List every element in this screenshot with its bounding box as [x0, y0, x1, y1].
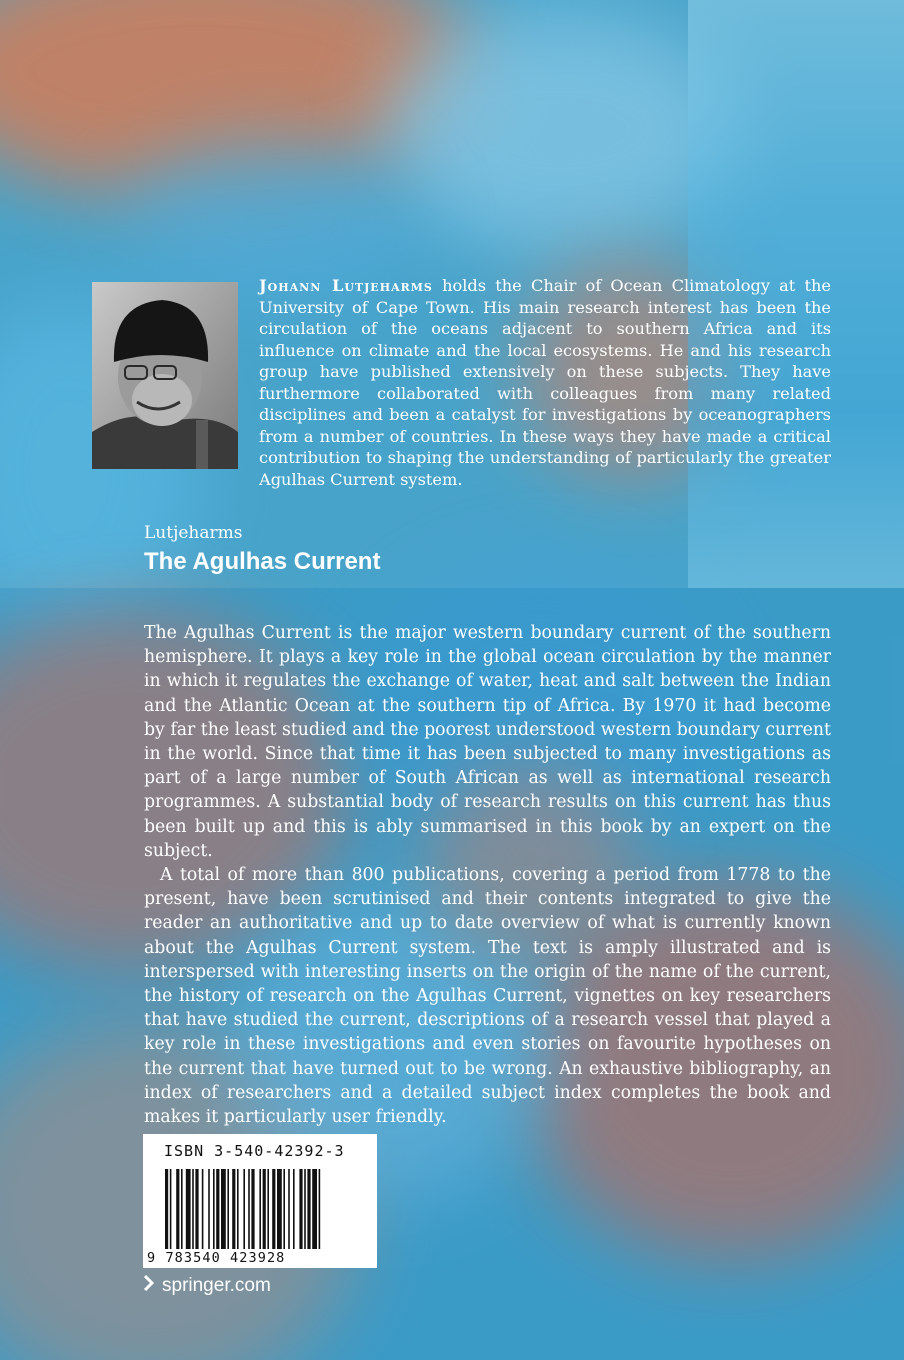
publisher-link[interactable] [144, 1275, 271, 1297]
book-description [144, 621, 831, 1129]
isbn-number: ISBN 3-540-42392-3 [164, 1142, 345, 1160]
description-paragraph-2: A total of more than 800 publications, covering a period from 1778 to the present, have been scrutinised and their contents integrated to give the reader an authoritative and up to date overview of what is currently known about the Agulhas Current system. The text is amply illustrated and is interspersed with interesting inserts on the origin of the name of the current, the history of research on the Agulhas Current, vignettes on key researchers that have studied the current, descriptions of a research vessel that played a key role in these investigations and even stories on favourite hypotheses on the current that have turned out to be wrong. An exhaustive bibliography, an index of researchers and a detailed subject index completes the book and makes it particularly user friendly. [144, 865, 831, 1128]
author-biography [259, 275, 831, 490]
book-title: The Agulhas Current [144, 548, 381, 575]
book-author: Lutjeharms [144, 523, 243, 543]
author-bio-text: holds the Chair of Ocean Climatology at the University of Cape Town. His main research interest has been the circulation of the oceans adjacent to southern Africa and its influence on climate and the local ecosystems. He and his research group have published extensively on these subjects. They have furthermore collaborated with colleagues from many related disciplines and been a catalyst for investigations by oceanographers from a number of countries. In these ways they have made a critical contribution to shaping the understanding of particularly the greater Agulhas Current system. [259, 276, 831, 489]
ean-digits: 9 783540 423928 [147, 1250, 286, 1266]
publisher-url: springer.com [162, 1275, 271, 1296]
author-bio-name: Johann Lutjeharms [259, 276, 433, 295]
chevron-right-icon [144, 1275, 154, 1297]
author-photo [92, 282, 238, 469]
description-paragraph-1: The Agulhas Current is the major western boundary current of the southern hemisphere. It plays a key role in the global ocean circulation by the manner in which it regulates the exchange of water, heat and salt between the Indian and the Atlantic Ocean at the southern tip of Africa. By 1970 it had become by far the least studied and the poorest understood western boundary current in the world. Since that time it has been subjected to many investigations as part of a large number of South African as well as international research programmes. A substantial body of research results on this current has thus been built up and this is ably summarised in this book by an expert on the subject. [144, 623, 831, 861]
isbn-barcode [143, 1134, 377, 1268]
